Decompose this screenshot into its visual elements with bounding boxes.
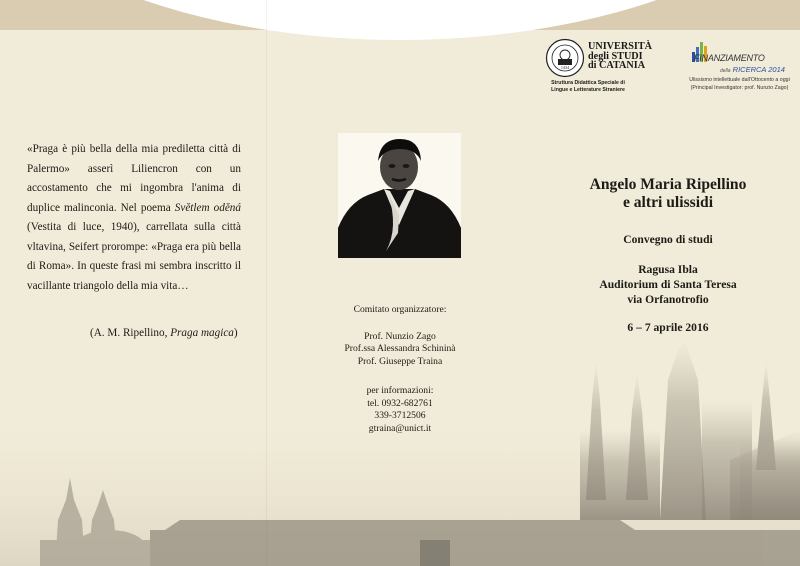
poem-title: Svĕtlem odĕná: [174, 201, 241, 214]
funding-title: FINANZIAMENTO: [694, 53, 765, 63]
committee-heading: Comitato organizzatore:: [353, 304, 447, 315]
info-heading: per informazioni:: [366, 385, 434, 396]
email-line: gtraina@unict.it: [368, 422, 432, 434]
committee-block: [300, 304, 500, 368]
attribution-title: Praga magica: [170, 327, 234, 339]
fold-line: [266, 0, 267, 566]
university-name: UNIVERSITÀ degli STUDI di CATANIA: [588, 41, 652, 71]
portrait-photo: [338, 133, 461, 258]
event-title: Angelo Maria Ripellino e altri ulissidi: [589, 176, 747, 211]
committee-member: Prof. Giuseppe Traina: [357, 355, 443, 367]
project-description: Ulissismo intellettuale dall'Ottocento a oggi (Principal Investigator: prof. Nunzio Zago): [689, 77, 790, 91]
quote-attribution: [90, 327, 238, 339]
committee-member: Prof. Nunzio Zago: [364, 330, 436, 342]
quote-part-3: (Vestita di luce, 1940), carrellata sulla città vltavina, Seifert prorompe: «Praga era più bella di Roma». In queste frasi mi sembra inscritto il vacillante triangolo della mia vita…: [27, 221, 241, 292]
event-dates: 6 – 7 aprile 2016: [627, 321, 709, 334]
research-funding-logo: [682, 38, 797, 98]
event-type: Convegno di studi: [623, 233, 713, 246]
quote-text: [27, 140, 241, 296]
attribution-prefix: (A. M. Ripellino,: [90, 327, 171, 339]
phone-line: tel. 0932-682761: [367, 397, 433, 409]
seal-year: 1434: [560, 65, 570, 70]
attribution-suffix: ): [233, 327, 238, 339]
event-venue: Ragusa Ibla Auditorium di Santa Teresa via Orfanotrofio: [599, 263, 737, 306]
funding-subtitle: della RICERCA 2014: [720, 65, 785, 74]
quote-part-1: «Praga è più bella della mia prediletta città di Palermo» asserì Liliencron con un accostamento che mi ingombra l'anima di duplice malinconia. Nel poema: [27, 143, 241, 214]
department-name: Struttura Didattica Speciale di Lingue e Letterature Straniere: [551, 80, 625, 93]
committee-member: Prof.ssa Alessandra Schininà: [344, 343, 456, 354]
university-seal-icon: [545, 38, 585, 78]
university-logo: [543, 38, 663, 98]
mobile-line: 339-3712506: [374, 410, 426, 421]
contact-info-block: [300, 385, 500, 435]
